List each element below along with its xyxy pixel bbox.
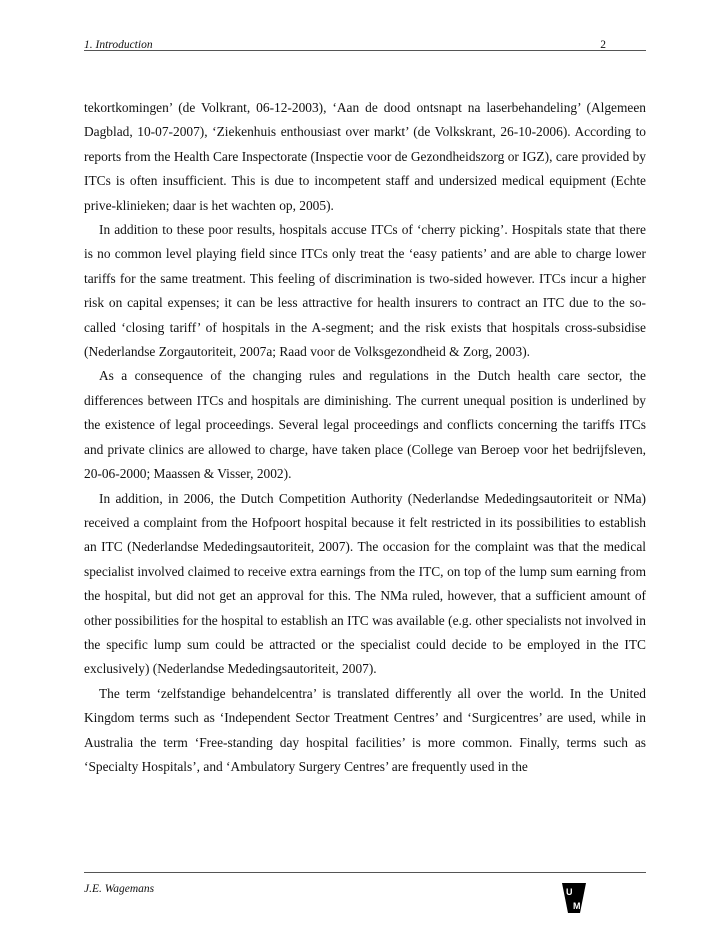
paragraph-2: In addition to these poor results, hospitals accuse ITCs of ‘cherry picking’. Hospitals state that there is no common level playing field since ITCs only treat the ‘easy patients’ and are able to charge lower tariffs for the same treatment. This feeling of discrimination is two-sided however. ITCs incur a higher risk on capital expenses; it can be less attractive for health insurers to contract an ITC due to the so-called ‘closing tariff’ of hospitals in the A-segment; and the risk exists that hospitals cross-subsidise (Nederlandse Zorgautoriteit, 2007a; Raad voor de Volksgezondheid & Zorg, 2003). — [84, 222, 646, 360]
body-text — [84, 96, 646, 779]
page-number: 2 — [600, 39, 606, 51]
university-logo — [559, 881, 589, 915]
paragraph-5: The term ‘zelfstandige behandelcentra’ is translated differently all over the world. In the United Kingdom terms such as ‘Independent Sector Treatment Centres’ and ‘Surgicentres’ are used, while in Australia the term ‘Free-standing day hospital facilities’ is more common. Finally, terms such as ‘Specialty Hospitals’, and ‘Ambulatory Surgery Centres’ are frequently used in the — [84, 685, 646, 774]
paragraph-4: In addition, in 2006, the Dutch Competition Authority (Nederlandse Mededingsautoriteit or NMa) received a complaint from the Hofpoort hospital because it felt restricted in its possibilities to establish an ITC (Nederlandse Mededingsautoriteit, 2007). The occasion for the complaint was that the medical specialist involved claimed to receive extra earnings from the ITC, on top of the lump sum earning from the hospital, but did not get an approval for this. The NMa ruled, however, that a sufficient amount of other possibilities for the hospital to establish an ITC was available (e.g. other specialists not involved in the specific lump sum could be attracted or the specialist could decide to be employed in the ITC exclusively) (Nederlandse Mededingsautoriteit, 2007). — [84, 490, 646, 677]
chapter-title: 1. Introduction — [84, 39, 153, 51]
paragraph-3: As a consequence of the changing rules and regulations in the Dutch health care sector, the differences between ITCs and hospitals are diminishing. The current unequal position is underlined by the existence of legal proceedings. Several legal proceedings and conflicts concerning the tariffs ITCs and private clinics are allowed to charge, have taken place (College van Beroep voor het bedrijfsleven, 20-06-2000; Maassen & Visser, 2002). — [84, 368, 646, 482]
page-header — [84, 30, 646, 51]
author-name: J.E. Wagemans — [84, 883, 155, 895]
page-footer — [84, 872, 646, 917]
logo-letter-u: U — [566, 887, 573, 897]
logo-letter-m: M — [573, 901, 581, 911]
paragraph-1: tekortkomingen’ (de Volkrant, 06-12-2003), ‘Aan de dood ontsnapt na laserbehandeling’ (Algemeen Dagblad, 10-07-2007), ‘Ziekenhuis enthousiast over markt’ (de Volkskrant, 26-10-2006). According to reports from the Health Care Inspectorate (Inspectie voor de Gezondheidszorg or IGZ), care provided by ITCs is often insufficient. This is due to incompetent staff and undersized medical equipment (Echte prive-klinieken; daar is het wachten op, 2005). — [84, 100, 646, 213]
